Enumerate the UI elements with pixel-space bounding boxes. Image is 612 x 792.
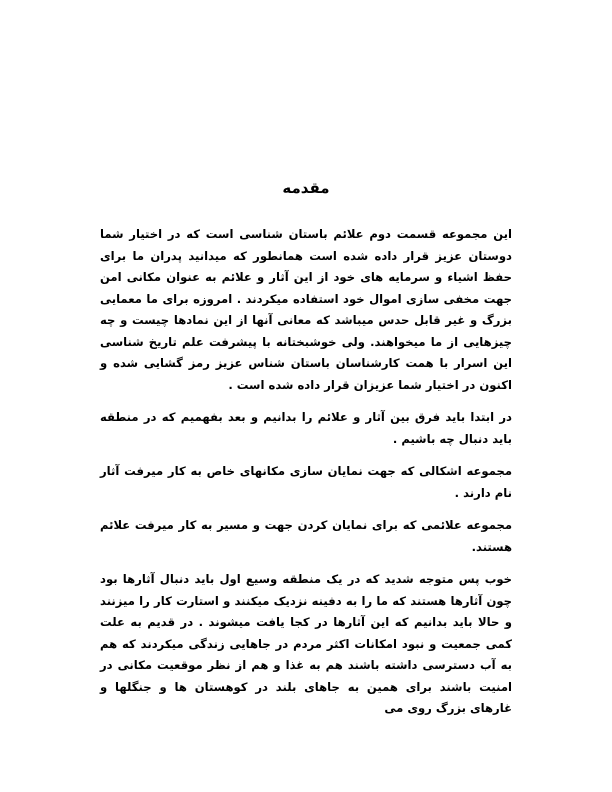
paragraph-athar-definition: مجموعه اشکالی که جهت نمایان سازی مکانهای خاص به کار میرفت آثار نام دارند . <box>100 464 512 500</box>
paragraph-alaem-definition: مجموعه علائمی که برای نمایان کردن جهت و مسیر به کار میرفت علائم هستند. <box>100 518 512 554</box>
paragraph-difference: در ابتدا باید فرق بین آثار و علائم را بدانیم و بعد بفهمیم که در منطقه باید دنبال چه باشیم . <box>100 410 512 446</box>
page-title: مقدمه <box>282 179 330 197</box>
paragraph-search-locations: خوب پس متوجه شدید که در یک منطقه وسیع اول باید دنبال آثارها بود چون آثارها هستند که ما را به دفینه نزدیک میکنند و استارت کار را میزنند و حالا باید بدانیم که این آثارها در کجا یافت میشوند . در قدیم به علت کمی جمعیت و نبود امکانات اکثر مردم در جاهایی زندگی میکردند که هم به آب دسترسی داشته باشند هم به غذا و هم از نظر موقعیت مکانی در امنیت باشند برای همین به جاهای بلند در کوهستان ها و جنگلها و غارهای بزرگ روی می <box>100 572 512 715</box>
paragraph-intro: این مجموعه قسمت دوم علائم باستان شناسی است که در اختیار شما دوستان عزیز قرار داده شده است همانطور که میدانید پدران ما برای حفظ اشیاء و سرمایه های خود از این آثار و علائم به عنوان مکانی امن جهت مخفی سازی اموال خود استفاده میکردند . امروزه برای ما معمایی بزرگ و غیر قابل حدس میباشد که معانی آنها از این نمادها چیست و چه چیزهایی از ما میخواهند. ولی خوشبختانه با پیشرفت علم تاریخ شناسی این اسرار با همت کارشناسان باستان شناس عزیز رمز گشایی شده و اکنون در اختیار شما عزیزان قرار داده شده است . <box>100 227 512 392</box>
document-body <box>100 224 512 731</box>
